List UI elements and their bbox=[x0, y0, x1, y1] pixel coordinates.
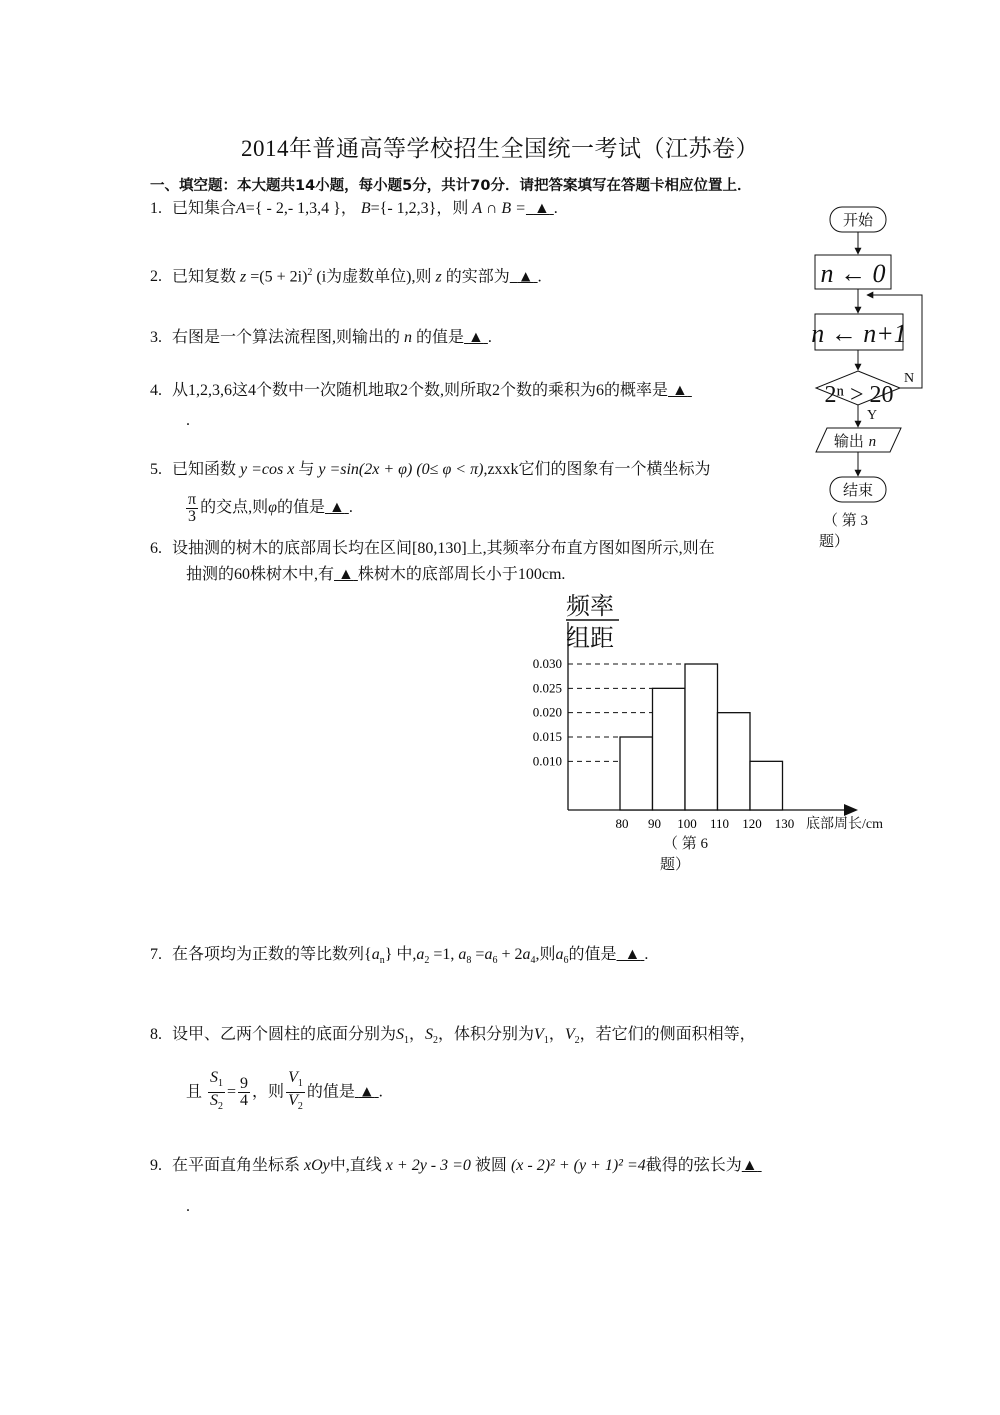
question-8-line2: 且 $\frac{S_1}{S_2}$ = $\frac{9}{4}$ ，则 $\frac{V_1}{V_2}$ 的值是 ▲ . bbox=[186, 1070, 383, 1115]
x-tick-label: 80 bbox=[615, 816, 629, 831]
question-9: 9. 在平面直角坐标系 xOy中,直线 x + 2y - 3 =0 被圆 (x - 2)² + (y + 1)² =4截得的弦长为▲ bbox=[150, 1155, 762, 1177]
fraction: $\frac{\pi}{3}$ bbox=[188, 491, 197, 525]
answer-blank[interactable]: ▲ bbox=[517, 268, 534, 286]
question-7: 7. 在各项均为正数的等比数列$\{a_n\}$ 中$,a_2 =1$, $a_8 =a_6 + 2a_4$,则$a_6$的值是 ▲ . bbox=[150, 946, 649, 967]
page-title: 2014年普通高等学校招生全国统一考试（江苏卷） bbox=[241, 136, 759, 161]
question-5: 5. 已知函数 y =cos x 与 y =sin(2x + φ) (0≤ φ < π),zxxk它们的图象有一个横坐标为 bbox=[150, 461, 711, 478]
bar-120-130 bbox=[750, 761, 783, 810]
flowchart bbox=[805, 200, 940, 550]
flow-end-label: 结束 bbox=[842, 481, 874, 499]
question-2: 2. 已知复数 $z =(5 + 2i)^2$ (i为虚数单位),则 z 的实部为 ▲ . bbox=[150, 267, 542, 286]
x-tick-label: 110 bbox=[709, 816, 730, 831]
bar-80-90 bbox=[620, 737, 653, 810]
answer-blank[interactable]: ▲ bbox=[468, 329, 484, 346]
answer-blank[interactable]: ▲ bbox=[338, 566, 354, 583]
x-tick-label: 130 bbox=[774, 816, 795, 831]
question-6-line2: 抽测的60株树木中,有 ▲ 株树木的底部周长小于100cm. bbox=[186, 566, 566, 583]
x-tick-label: 90 bbox=[648, 816, 661, 831]
fraction: $\frac{S_1}{S_2}$ bbox=[210, 1069, 224, 1113]
question-4: 4. 从1,2,3,6这4个数中一次随机地取2个数,则所取2个数的乘积为6的概率是 ▲ bbox=[150, 380, 692, 402]
flow-no-label: N bbox=[904, 371, 915, 386]
section-heading: 一、填空题：本大题共14小题，每小题5分，共计70分．请把答案填写在答题卡相应位置上． bbox=[150, 178, 752, 194]
bar-100-110 bbox=[685, 664, 718, 810]
question-6: 6. 设抽测的树木的底部周长均在区间[80,130]上,其频率分布直方图如图所示,则在 bbox=[150, 540, 715, 557]
y-tick-label: 0.010 bbox=[532, 753, 562, 769]
fraction: $\frac{V_1}{V_2}$ bbox=[288, 1069, 303, 1113]
chart-ylabel-top: 频率 bbox=[566, 592, 614, 620]
flow-caption: （ 第 3 bbox=[823, 513, 869, 529]
x-axis-arrow bbox=[844, 804, 858, 816]
flow-init-label: n ← 0 bbox=[820, 259, 886, 288]
x-tick-label: 100 bbox=[677, 816, 697, 831]
question-number: 1. bbox=[150, 200, 162, 217]
x-tick-label: 120 bbox=[742, 816, 762, 831]
y-tick-label: 0.030 bbox=[532, 656, 562, 671]
answer-blank[interactable]: ▲ bbox=[672, 382, 688, 399]
answer-blank[interactable]: ▲ bbox=[328, 499, 345, 517]
flow-start-label: 开始 bbox=[842, 211, 874, 229]
flow-yes-label: Y bbox=[867, 408, 878, 423]
flow-output-label: 输出 n bbox=[833, 432, 877, 450]
answer-blank[interactable]: ▲ bbox=[358, 1083, 375, 1101]
y-tick-label: 0.025 bbox=[532, 680, 562, 696]
question-8: 8. 设甲、乙两个圆柱的底面分别为$S_1$，$S_2$，体积分别为$V_1$，$V_2$，若它们的侧面积相等， bbox=[150, 1026, 756, 1047]
y-tick-label: 0.015 bbox=[532, 729, 562, 744]
chart-caption: （ 第 6 bbox=[663, 836, 709, 852]
answer-blank[interactable]: ▲ bbox=[533, 200, 550, 217]
chart-ylabel-bot: 组距 bbox=[566, 624, 614, 652]
answer-blank[interactable]: ▲ bbox=[741, 1157, 758, 1174]
y-tick-label: 0.020 bbox=[532, 704, 562, 720]
question-3: 3. 右图是一个算法流程图,则输出的 n 的值是 ▲ . bbox=[150, 329, 492, 346]
histogram-chart bbox=[500, 588, 900, 878]
fraction: $\frac{9}{4}$ bbox=[240, 1075, 249, 1110]
flow-condition-label: 2ⁿ > 20 bbox=[824, 382, 894, 408]
chart-xlabel: 底部周长/cm bbox=[806, 817, 883, 832]
answer-blank[interactable]: ▲ bbox=[624, 946, 641, 963]
bar-110-120 bbox=[718, 713, 751, 810]
question-1: 1. 已知集合A={ - 2,- 1,3,4 }， B={- 1,2,3}，则 A ∩ B = ▲ . bbox=[150, 198, 558, 220]
flow-step-label: n ← n+1 bbox=[811, 319, 907, 348]
chart-caption-2: 题） bbox=[660, 857, 691, 873]
bar-90-100 bbox=[653, 688, 686, 810]
flow-caption-2: 题） bbox=[819, 534, 850, 550]
question-5-line2: $\frac{\pi}{3}$ 的交点,则φ的值是 ▲ . bbox=[188, 491, 353, 525]
